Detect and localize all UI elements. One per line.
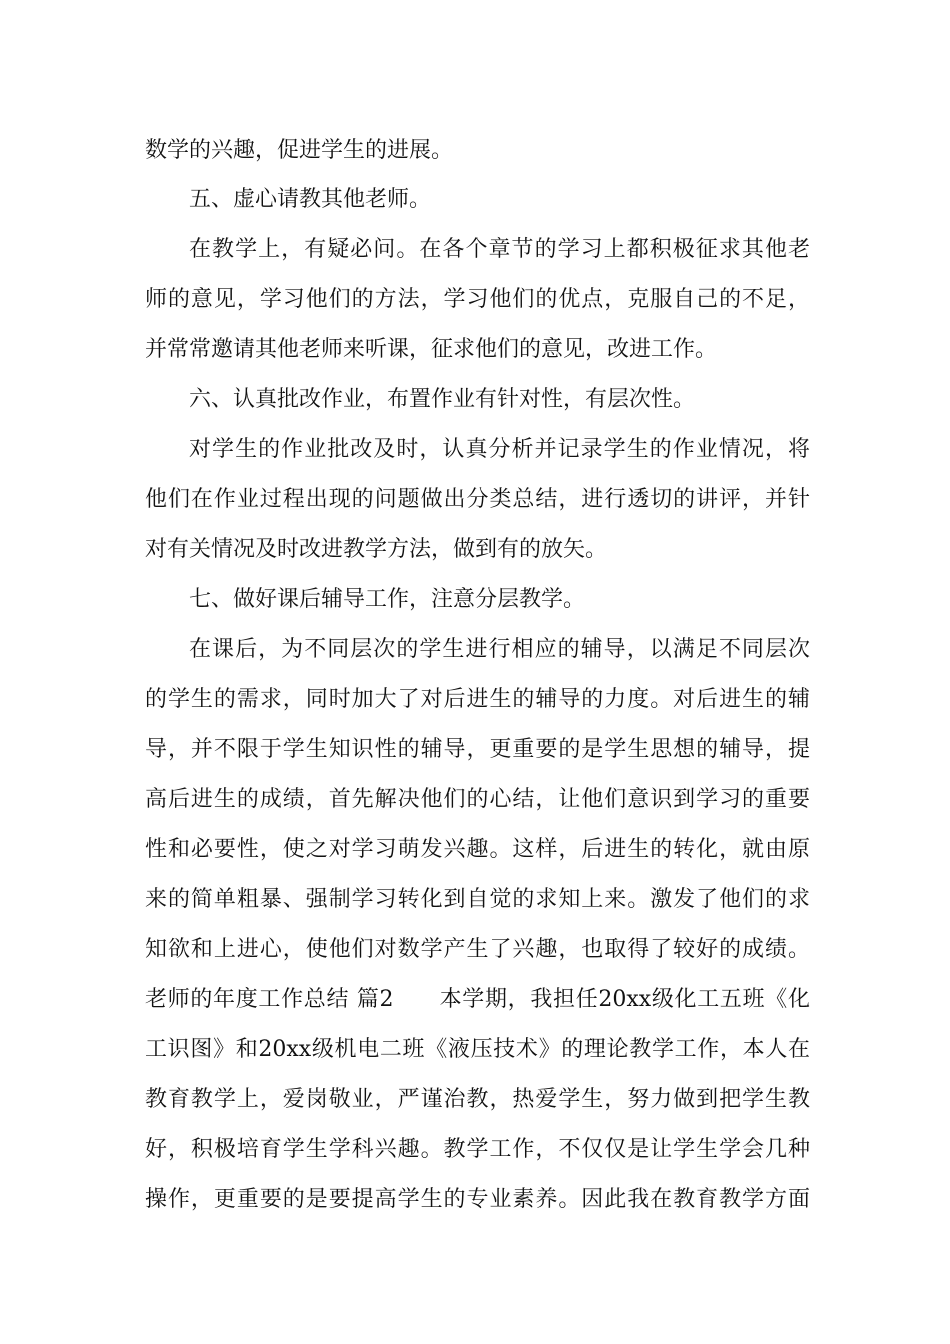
text-line: 他们在作业过程出现的问题做出分类总结，进行透切的讲评，并针 <box>145 487 810 512</box>
text-line: 教育教学上，爱岗敬业，严谨治教，热爱学生，努力做到把学生教 <box>145 1087 810 1112</box>
text-line: 的学生的需求，同时加大了对后进生的辅导的力度。对后进生的辅 <box>145 687 810 712</box>
text-line: 好，积极培育学生学科兴趣。教学工作，不仅仅是让学生学会几种 <box>145 1137 810 1162</box>
text-line: 工识图》和20xx级机电二班《液压技术》的理论教学工作，本人在 <box>145 1037 810 1062</box>
section-heading: 六、认真批改作业，布置作业有针对性，有层次性。 <box>189 387 696 412</box>
section-heading: 七、做好课后辅导工作，注意分层教学。 <box>189 587 586 612</box>
text-line: 性和必要性，使之对学习萌发兴趣。这样，后进生的转化，就由原 <box>145 837 810 862</box>
text-line: 数学的兴趣，促进学生的进展。 <box>145 138 454 163</box>
text-line: 对有关情况及时改进教学方法，做到有的放矢。 <box>145 537 608 562</box>
text-line: 导，并不限于学生知识性的辅导，更重要的是学生思想的辅导，提 <box>145 737 810 762</box>
text-line: 来的简单粗暴、强制学习转化到自觉的求知上来。激发了他们的求 <box>145 887 810 912</box>
text-line: 并常常邀请其他老师来听课，征求他们的意见，改进工作。 <box>145 337 718 362</box>
article-title-line: 老师的年度工作总结 篇2 本学期，我担任20xx级化工五班《化 <box>145 987 810 1012</box>
text-line: 操作，更重要的是要提高学生的专业素养。因此我在教育教学方面 <box>145 1187 810 1212</box>
text-line: 在课后，为不同层次的学生进行相应的辅导，以满足不同层次 <box>189 637 810 662</box>
text-line: 师的意见，学习他们的方法，学习他们的优点，克服自己的不足， <box>145 287 810 312</box>
text-line: 在教学上，有疑必问。在各个章节的学习上都积极征求其他老 <box>189 237 810 262</box>
text-line: 知欲和上进心，使他们对数学产生了兴趣，也取得了较好的成绩。 <box>145 937 810 962</box>
text-line: 对学生的作业批改及时，认真分析并记录学生的作业情况，将 <box>189 437 810 462</box>
text-line: 高后进生的成绩，首先解决他们的心结，让他们意识到学习的重要 <box>145 787 810 812</box>
section-heading: 五、虚心请教其他老师。 <box>189 187 432 212</box>
